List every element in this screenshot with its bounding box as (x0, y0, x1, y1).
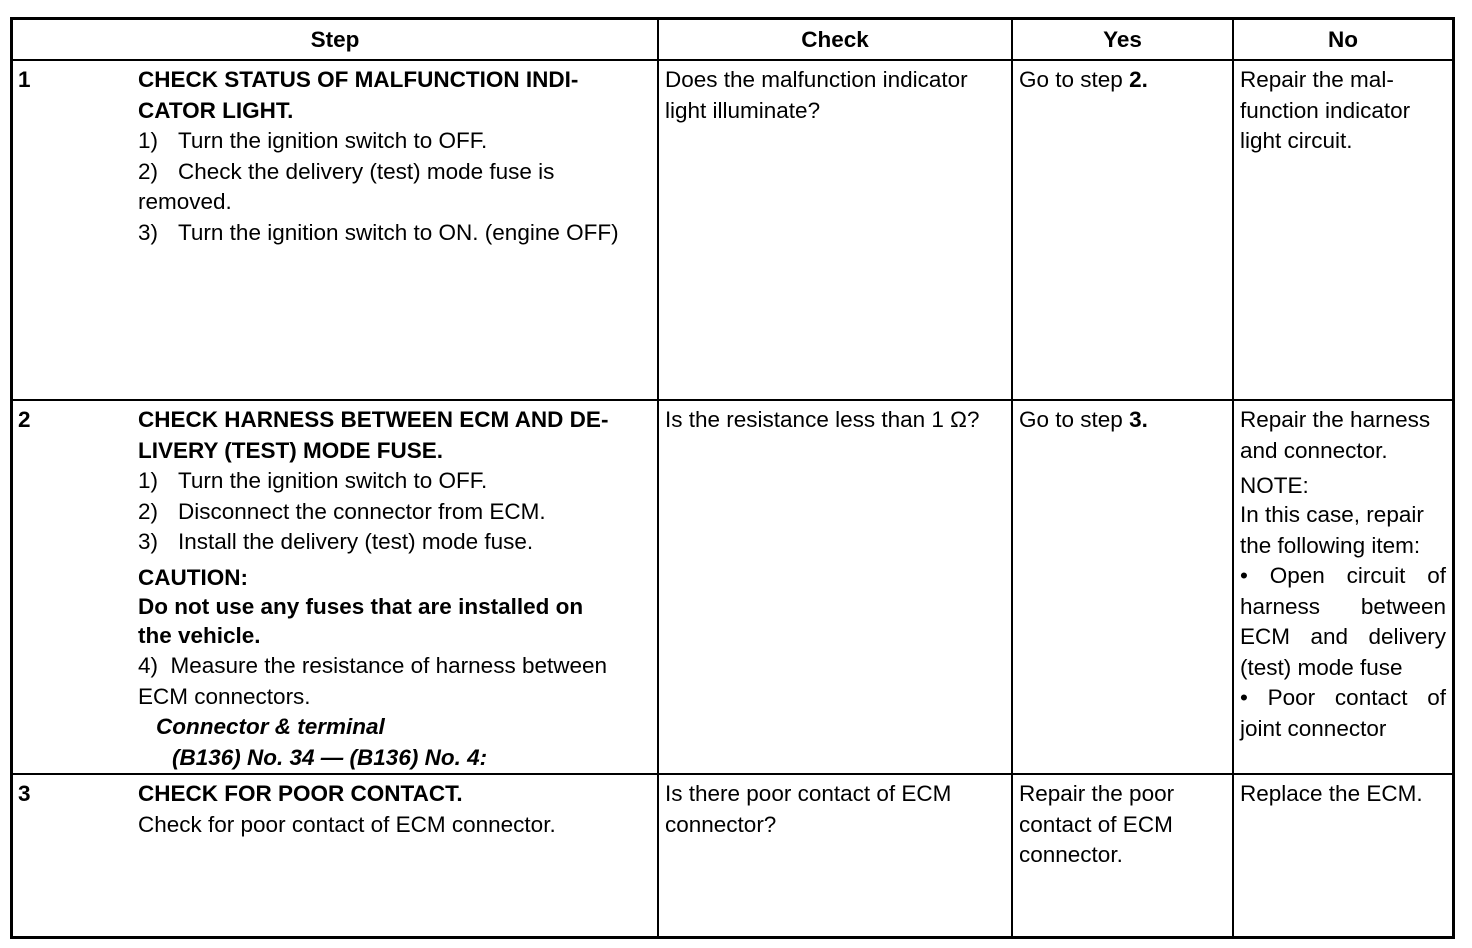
no-cell: Repair the mal- function indicator light circuit. (1233, 60, 1452, 400)
table-row (13, 60, 1452, 400)
step-title: LIVERY (TEST) MODE FUSE. (138, 437, 444, 463)
caution-text: Do not use any fuses that are installed on (138, 593, 584, 619)
header-yes: Yes (1012, 20, 1233, 60)
header-step: Step (13, 20, 658, 60)
step-cell (13, 400, 658, 774)
check-cell: Is the resistance less than 1 Ω? (658, 400, 1012, 774)
check-cell: Is there poor contact of ECM connector? (658, 774, 1012, 936)
step-number: 3 (18, 781, 31, 806)
bullet-item: • Open circuit of (1240, 563, 1446, 588)
substep: 3) Install the delivery (test) mode fuse. (138, 529, 534, 554)
connector-value: (B136) No. 34 — (B136) No. 4: (172, 744, 488, 770)
header-no: No (1233, 20, 1452, 60)
substep: 2) Check the delivery (test) mode fuse is (138, 158, 555, 184)
header-check: Check (658, 20, 1012, 60)
caution-text: the vehicle. (138, 622, 261, 648)
step-title: CHECK FOR POOR CONTACT. (138, 781, 463, 806)
step-number: 2 (18, 407, 31, 432)
step-number: 1 (18, 67, 31, 92)
step-cell (13, 60, 658, 400)
substep: 1) Turn the ignition switch to OFF. (138, 128, 488, 153)
substep: 1) Turn the ignition switch to OFF. (138, 468, 488, 493)
yes-cell: Go to step 3. (1012, 400, 1233, 774)
substep: removed. (138, 189, 232, 214)
caution-label: CAUTION: (138, 564, 248, 590)
no-cell: Replace the ECM. (1233, 774, 1452, 936)
no-cell: Repair the harness and connector. NOTE: In this case, repair the following item: • Open circuit of harness between ECM and delivery (test) mode fuse • Poor contact of joint connector (1233, 400, 1452, 774)
step-text: Check for poor contact of ECM connector. (138, 811, 556, 837)
diagnostic-table (13, 20, 1452, 936)
step-title: CHECK HARNESS BETWEEN ECM AND DE- (138, 407, 609, 432)
diagnostic-table-page (10, 17, 1455, 939)
step-title: CATOR LIGHT. (138, 97, 294, 123)
check-cell: Does the malfunction indicator light illuminate? (658, 60, 1012, 400)
bullet-item: • Poor contact of (1240, 685, 1446, 710)
table-row (13, 400, 1452, 774)
connector-label: Connector & terminal (156, 714, 385, 739)
substep: 3) Turn the ignition switch to ON. (engine OFF) (138, 219, 619, 245)
step-title: CHECK STATUS OF MALFUNCTION INDI- (138, 67, 579, 92)
step-cell (13, 774, 658, 936)
yes-cell: Go to step 2. (1012, 60, 1233, 400)
note-label: NOTE: (1240, 473, 1309, 498)
header-row (13, 20, 1452, 60)
substep: ECM connectors. (138, 683, 311, 709)
substep: 2) Disconnect the connector from ECM. (138, 498, 546, 524)
yes-cell: Repair the poor contact of ECM connector. (1012, 774, 1233, 936)
table-row (13, 774, 1452, 936)
substep: 4) Measure the resistance of harness between (138, 653, 608, 678)
